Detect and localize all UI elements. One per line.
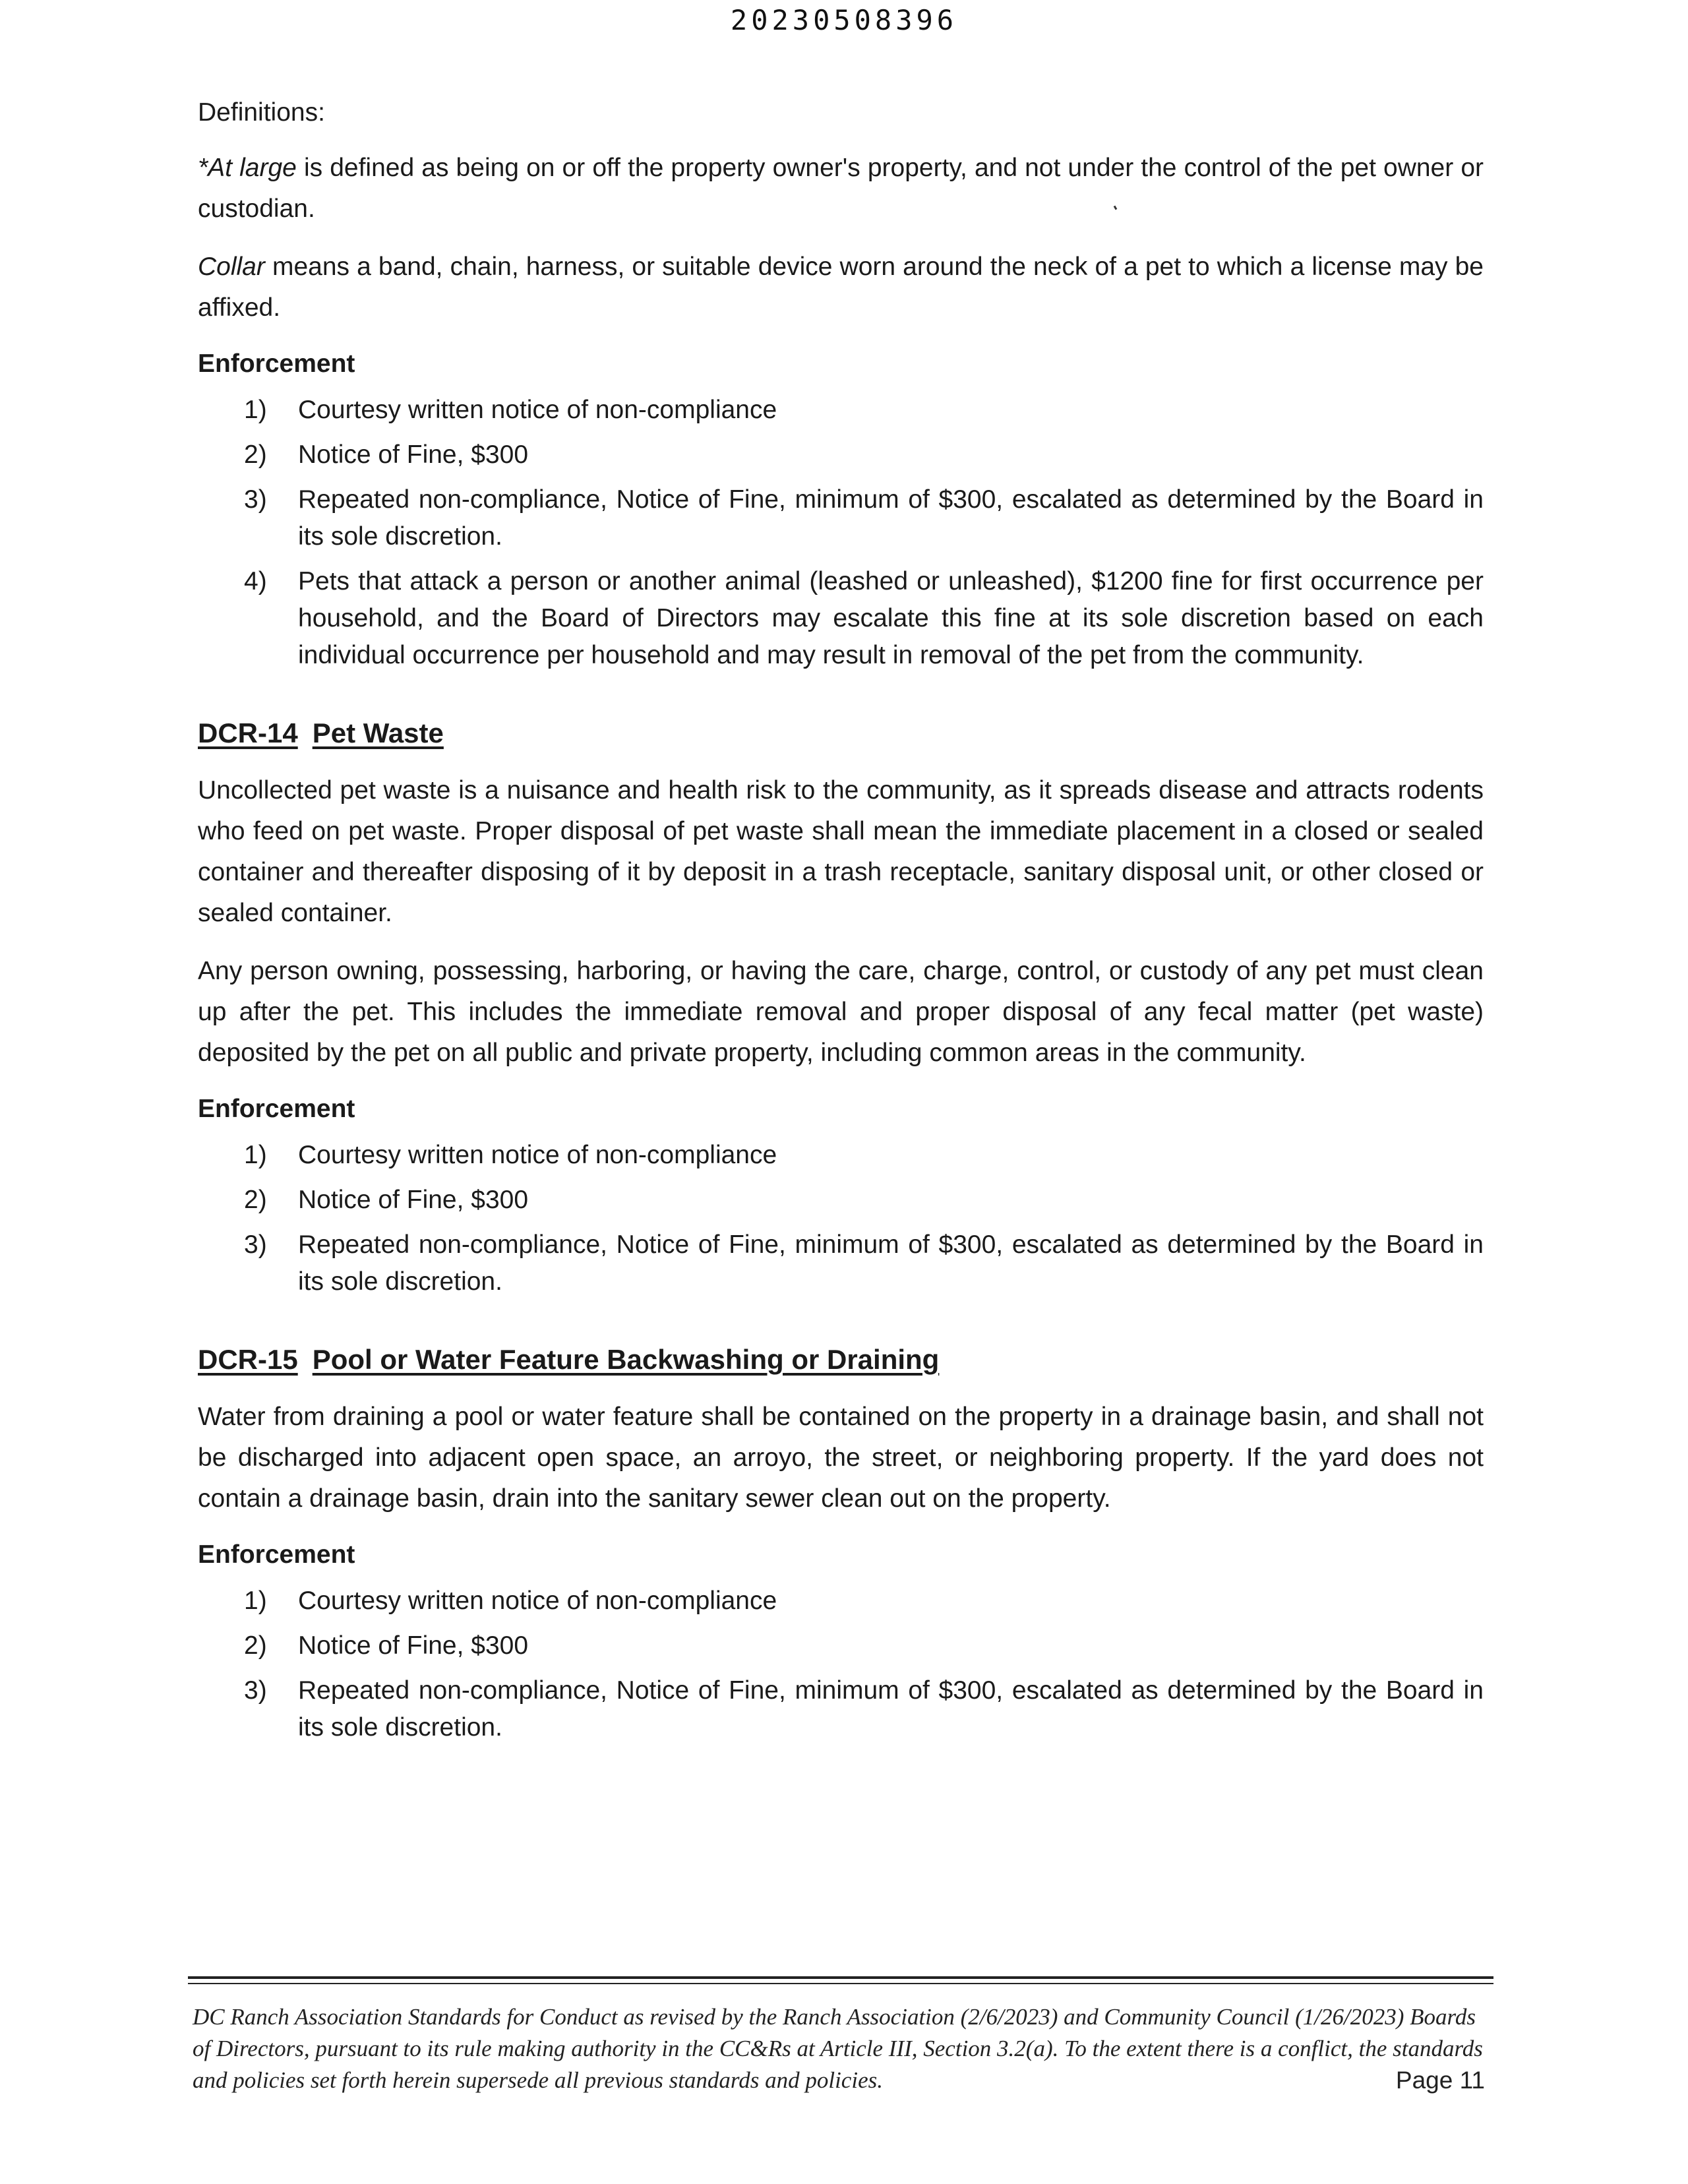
section-code: DCR-14 (198, 717, 298, 748)
list-text: Courtesy written notice of non-compliance (298, 396, 777, 424)
list-number: 1) (244, 1587, 267, 1615)
enforcement-heading: Enforcement (198, 1095, 355, 1123)
list-number: 1) (244, 1141, 267, 1169)
page-footer (193, 2001, 1485, 2096)
list-item (244, 392, 1484, 429)
list-item (244, 1227, 1484, 1300)
list-item (244, 563, 1484, 674)
dcr14-paragraph-1: Uncollected pet waste is a nuisance and health risk to the community, as it spreads disease and attracts rodents who feed on pet waste. Proper disposal of pet waste shall mean the immediate placement in a closed or sealed container and thereafter disposing of it by deposit in a trash receptacle, sanitary disposal unit, or other closed or sealed container. (198, 776, 1484, 927)
section-code: DCR-15 (198, 1344, 298, 1375)
list-item (244, 1137, 1484, 1174)
list-number: 4) (244, 567, 267, 595)
list-number: 2) (244, 1631, 267, 1660)
list-item (244, 1583, 1484, 1620)
list-number: 3) (244, 1230, 267, 1259)
list-text: Repeated non-compliance, Notice of Fine, minimum of $300, escalated as determined by the Board in its sole discretion. (298, 1230, 1484, 1296)
definitions-heading: Definitions: (198, 98, 325, 127)
list-text: Pets that attack a person or another animal (leashed or unleashed), $1200 fine for first occurrence per household, and the Board of Directors may escalate this fine at its sole discretion based on each individual occurrence per household and may result in removal of the pet from the community. (298, 567, 1484, 669)
footer-divider (188, 1983, 1493, 1984)
list-number: 3) (244, 485, 267, 514)
list-text: Repeated non-compliance, Notice of Fine, minimum of $300, escalated as determined by the Board in its sole discretion. (298, 485, 1484, 551)
dcr15-paragraph-1: Water from draining a pool or water feature shall be contained on the property in a drainage basin, and shall not be discharged into adjacent open space, an arroyo, the street, or neighboring property. If the yard does not contain a drainage basin, drain into the sanitary sewer clean out on the property. (198, 1403, 1484, 1513)
list-number: 3) (244, 1676, 267, 1705)
definition-term: *At large (198, 154, 297, 182)
list-text: Notice of Fine, $300 (298, 1186, 529, 1214)
dcr14-paragraph-2: Any person owning, possessing, harboring, or having the care, charge, control, or custody of any pet must clean up after the pet. This includes the immediate removal and proper disposal of any fecal matter (pet waste) deposited by the pet on all public and private property, including common areas in the community. (198, 957, 1484, 1067)
enforcement-list (244, 392, 1484, 674)
list-text: Courtesy written notice of non-compliance (298, 1141, 777, 1169)
list-item (244, 481, 1484, 555)
document-number: 20230508396 (730, 4, 958, 36)
definition-text: means a band, chain, harness, or suitable device worn around the neck of a pet to which a license may be affixed. (198, 253, 1484, 322)
list-text: Notice of Fine, $300 (298, 1631, 529, 1660)
list-text: Notice of Fine, $300 (298, 440, 529, 469)
footer-divider (188, 1976, 1493, 1979)
list-text: Repeated non-compliance, Notice of Fine, minimum of $300, escalated as determined by the Board in its sole discretion. (298, 1676, 1484, 1742)
page-number: Page 11 (1395, 2067, 1485, 2094)
section-title-text: Pet Waste (312, 717, 444, 748)
list-item (244, 437, 1484, 473)
list-text: Courtesy written notice of non-compliance (298, 1587, 777, 1615)
enforcement-heading: Enforcement (198, 349, 355, 378)
section-title-text: Pool or Water Feature Backwashing or Draining (312, 1344, 940, 1375)
definition-collar (198, 247, 1484, 328)
list-number: 2) (244, 1186, 267, 1214)
list-item (244, 1182, 1484, 1219)
definition-term: Collar (198, 253, 265, 281)
list-number: 1) (244, 396, 267, 424)
list-item (244, 1627, 1484, 1664)
section-title-dcr14 (198, 713, 1484, 753)
enforcement-list (244, 1137, 1484, 1300)
list-number: 2) (244, 440, 267, 469)
definition-text: is defined as being on or off the property owner's property, and not under the control of the pet owner or custodian. (198, 154, 1484, 223)
list-item (244, 1672, 1484, 1746)
enforcement-list (244, 1583, 1484, 1746)
definition-at-large (198, 148, 1484, 229)
section-title-dcr15 (198, 1340, 1484, 1380)
enforcement-heading: Enforcement (198, 1540, 355, 1569)
page-content (198, 92, 1484, 1754)
footer-text: DC Ranch Association Standards for Conduct as revised by the Ranch Association (2/6/2023) and Community Council (1/26/2023) Boards of Directors, pursuant to its rule making authority in the CC&Rs at Article III, Section 3.2(a). To the extent there is a conflict, the standards and policies set forth herein supersede all previous standards and policies. (193, 2004, 1483, 2093)
